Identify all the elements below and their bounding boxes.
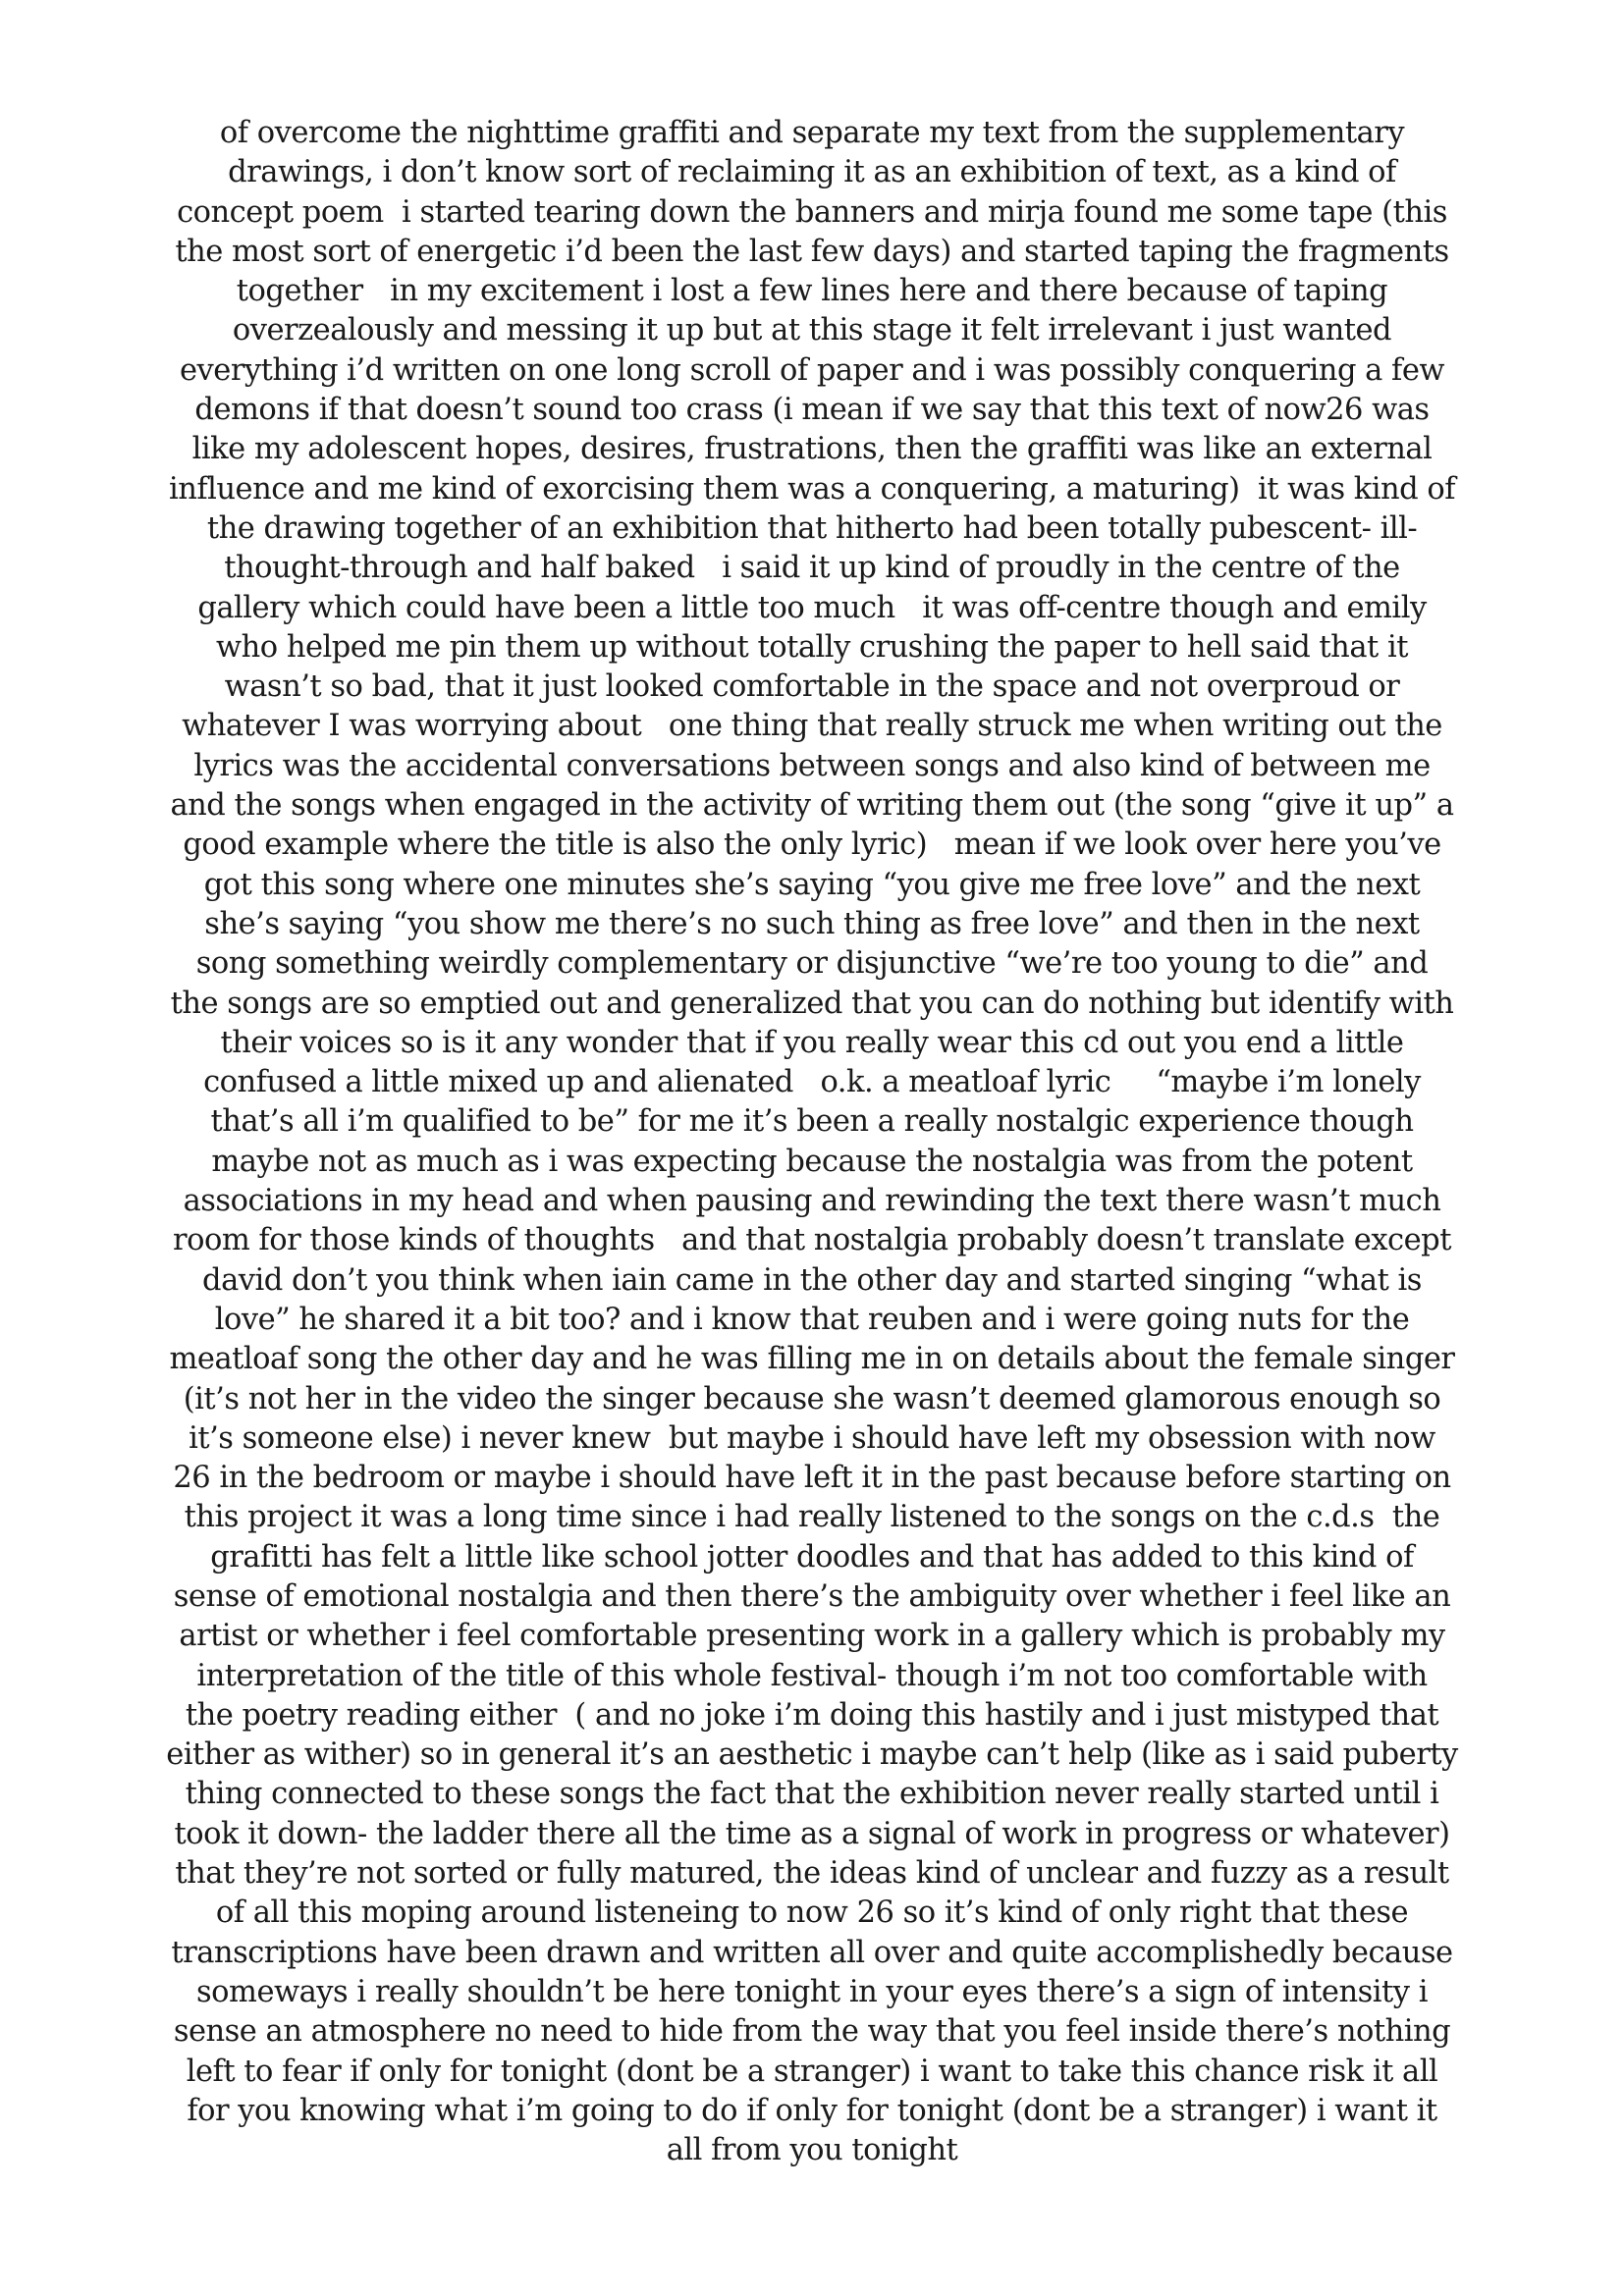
- text-line: lyrics was the accidental conversations between songs and also kind of between me: [193, 748, 1431, 783]
- text-line: song something weirdly complementary or disjunctive “we’re too young to die” and: [195, 946, 1429, 982]
- text-line: got this song where one minutes she’s saying “you give me free love” and the next: [203, 867, 1421, 902]
- text-line: room for those kinds of thoughts and that nostalgia probably doesn’t translate except: [173, 1223, 1451, 1258]
- text-line: 26 in the bedroom or maybe i should have left it in the past because before starting on: [173, 1461, 1451, 1496]
- text-line: that’s all i’m qualified to be” for me it’s been a really nostalgic experience though: [210, 1104, 1414, 1140]
- text-line: left to fear if only for tonight (dont be a stranger) i want to take this chance risk it all: [186, 2054, 1438, 2089]
- text-line: transcriptions have been drawn and written all over and quite accomplishedly because: [171, 1935, 1453, 1970]
- text-line: the drawing together of an exhibition that hitherto had been totally pubescent- ill-: [206, 510, 1418, 546]
- text-line: maybe not as much as i was expecting because the nostalgia was from the potent: [211, 1144, 1413, 1179]
- text-line: together in my excitement i lost a few lines here and there because of taping: [236, 274, 1388, 309]
- text-line: for you knowing what i’m going to do if only for tonight (dont be a stranger) i want it: [187, 2093, 1437, 2128]
- text-line: of overcome the nighttime graffiti and separate my text from the supplementary: [219, 116, 1405, 150]
- text-line: overzealously and messing it up but at this stage it felt irrelevant i just wanted: [232, 313, 1392, 348]
- text-line: sense an atmosphere no need to hide from the way that you feel inside there’s nothing: [173, 2014, 1451, 2050]
- text-line: their voices so is it any wonder that if you really wear this cd out you end a little: [220, 1025, 1404, 1060]
- text-line: david don’t you think when iain came in the other day and started singing “what is: [202, 1262, 1422, 1298]
- text-line: thought-through and half baked i said it up kind of proudly in the centre of the: [224, 551, 1400, 586]
- text-line: the songs are so emptied out and generalized that you can do nothing but identify with: [170, 986, 1454, 1021]
- text-line: someways i really shouldn’t be here tonight in your eyes there’s a sign of intensity i: [196, 1974, 1428, 2009]
- text-line: associations in my head and when pausing and rewinding the text there wasn’t much: [183, 1184, 1441, 1219]
- text-line: she’s saying “you show me there’s no such thing as free love” and then in the next: [204, 906, 1420, 941]
- text-line: good example where the title is also the only lyric) mean if we look over here you’ve: [183, 828, 1441, 863]
- text-line: either as wither) so in general it’s an aesthetic i maybe can’t help (like as i said puberty: [166, 1737, 1458, 1773]
- text-line: took it down- the ladder there all the time as a signal of work in progress or whatever): [174, 1816, 1450, 1851]
- text-line: grafitti has felt a little like school jotter doodles and that has added to this kind of: [210, 1539, 1414, 1575]
- text-line: like my adolescent hopes, desires, frustrations, then the graffiti was like an external: [191, 432, 1433, 467]
- text-line: and the songs when engaged in the activity of writing them out (the song “give it up” a: [170, 788, 1454, 824]
- text-line: whatever I was worrying about one thing that really struck me when writing out the: [182, 709, 1442, 744]
- text-line: demons if that doesn’t sound too crass (i mean if we say that this text of now26 was: [194, 393, 1430, 428]
- text-line: confused a little mixed up and alienated o.k. a meatloaf lyric “maybe i’m lonely: [203, 1065, 1421, 1100]
- text-line: who helped me pin them up without totally crushing the paper to hell said that it: [216, 629, 1408, 665]
- text-line: it’s someone else) i never knew but maybe i should have left my obsession with now: [189, 1420, 1435, 1456]
- text-line: this project it was a long time since i had really listened to the songs on the c.d.s the: [184, 1500, 1440, 1535]
- text-line: (it’s not her in the video the singer because she wasn’t deemed glamorous enough so: [183, 1381, 1441, 1416]
- text-line: the poetry reading either ( and no joke i’m doing this hastily and i just mistyped that: [185, 1697, 1439, 1733]
- text-line: sense of emotional nostalgia and then there’s the ambiguity over whether i feel like an: [173, 1578, 1451, 1614]
- text-line: wasn’t so bad, that it just looked comfortable in the space and not overproud or: [224, 669, 1400, 705]
- text-line: meatloaf song the other day and he was filling me in on details about the female singer: [169, 1342, 1455, 1377]
- text-line: love” he shared it a bit too? and i know that reuben and i were going nuts for the: [214, 1302, 1410, 1337]
- text-line: concept poem i started tearing down the banners and mirja found me some tape (this: [177, 194, 1447, 230]
- text-line: the most sort of energetic i’d been the last few days) and started taping the fragments: [175, 234, 1449, 269]
- text-line: interpretation of the title of this whole festival- though i’m not too comfortable with: [196, 1658, 1428, 1693]
- text-line: drawings, i don’t know sort of reclaiming it as an exhibition of text, as a kind of: [228, 155, 1396, 190]
- text-line: thing connected to these songs the fact that the exhibition never really started until i: [185, 1777, 1439, 1812]
- text-line: of all this moping around listeneing to now 26 so it’s kind of only right that these: [215, 1896, 1409, 1931]
- body-text: [108, 114, 1516, 2170]
- text-line: artist or whether i feel comfortable presenting work in a gallery which is probably my: [179, 1619, 1445, 1654]
- text-line: gallery which could have been a little too much it was off-centre though and emily: [197, 590, 1427, 625]
- text-line: all from you tonight: [666, 2133, 958, 2168]
- text-line: that they’re not sorted or fully matured, the ideas kind of unclear and fuzzy as a result: [175, 1856, 1449, 1892]
- text-line: influence and me kind of exorcising them was a conquering, a maturing) it was kind of: [168, 471, 1456, 507]
- text-line: everything i’d written on one long scroll of paper and i was possibly conquering a few: [180, 352, 1444, 388]
